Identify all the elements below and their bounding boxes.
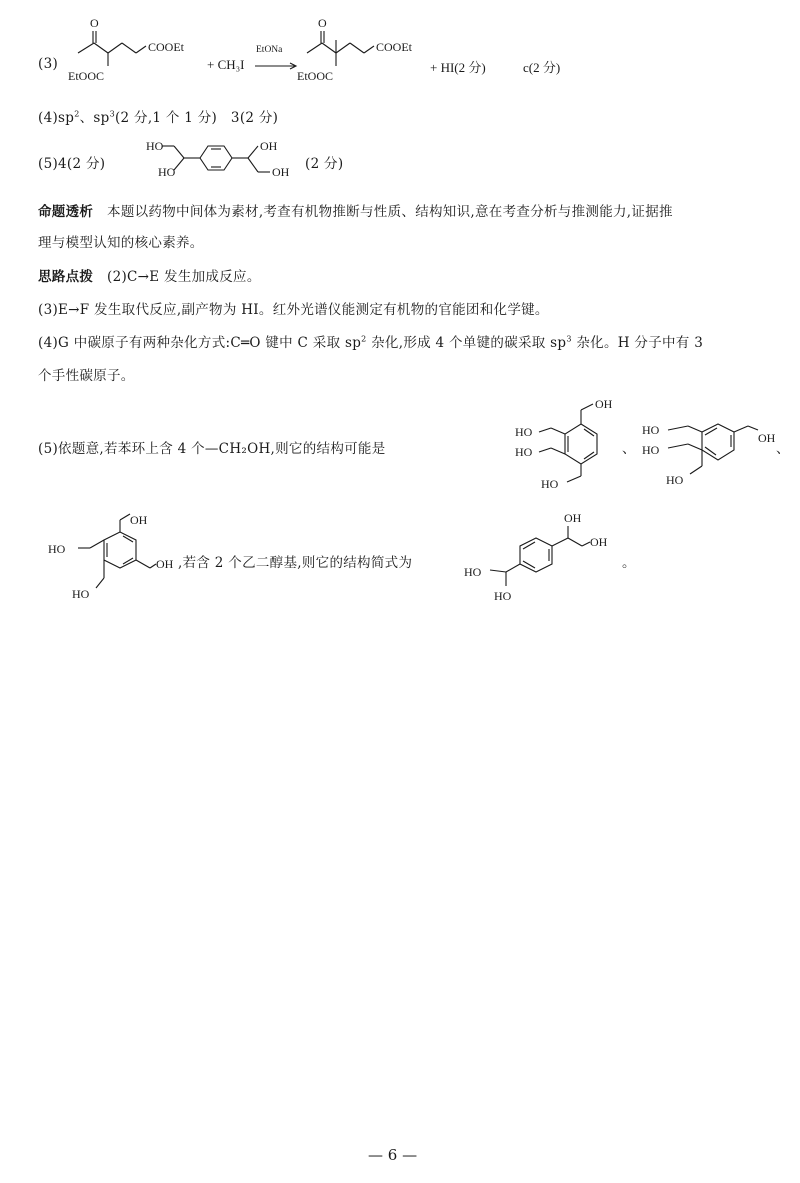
s3-ho-b: HO [48,542,66,556]
reaction-arrow [253,42,299,72]
hints-p4-a: (4)G 中碳原子有两种杂化方式:C═O 键中 C 采取 sp [38,335,362,351]
s2-ho-d: HO [666,473,684,487]
product-structure [297,10,443,90]
q3-label: (3) [38,56,59,72]
bis-ethanediol-structure [460,506,620,606]
hints-heading: 思路点拨 [38,269,94,285]
q4-sup-b: 3 [109,109,115,119]
s1-ho-b: HO [515,425,533,439]
q4-text-a: sp [58,110,75,126]
s3-oh-a: OH [130,513,148,527]
hints-p4-b: 杂化,形成 4 个单键的碳采取 sp [371,335,567,351]
q4-text-b: 、sp [79,110,110,126]
hints-p4-c: 杂化。H 分子中有 3 [576,335,704,351]
tetra-ch2oh-structure-1 [515,396,625,496]
q5-oh-2: HO [158,165,176,179]
plus-ch3i: + CH₃I [207,57,245,72]
reactant-structure [60,10,200,90]
q5-oh-3: OH [260,139,278,153]
analysis-line-1 [38,200,673,220]
q5-oh-4: OH [272,165,290,179]
hints-p4-sup-1: 2 [361,334,367,344]
hints-p4-line-1 [38,331,703,351]
hints-p5-line-1: (5)依题意,若苯环上含 4 个—CH₂OH,则它的结构可能是 [38,441,386,457]
q5-structure [140,136,320,186]
reactant-ester-right: COOEt [148,40,184,54]
s3-ho-d: HO [72,587,90,601]
q5-label: (5)4(2 分) [38,156,106,172]
hints-p3: (3)E→F 发生取代反应,副产物为 HI。红外光谱仪能测定有机物的官能团和化学键。 [38,302,549,318]
byproduct-hi: + HI(2 分) [430,60,486,75]
q5-score: (2 分) [305,156,344,172]
q3-extra: c(2 分) [523,60,561,75]
s4-oh-a: OH [564,511,582,525]
hints-p5-sep-2: 、 [776,441,790,457]
s1-ho-c: HO [515,445,533,459]
s4-oh-b: OH [590,535,608,549]
tetra-ch2oh-structure-3 [44,508,179,604]
reactant-ester-bottom: EtOOC [68,69,104,83]
hints-p4-sup-2: 3 [566,334,572,344]
hints-p2: (2)C→E 发生加成反应。 [107,269,261,285]
analysis-heading: 命题透析 [38,204,94,220]
hints-p4-line-2: 个手性碳原子。 [38,368,135,384]
s2-ho-b: HO [642,423,660,437]
hints-p5-line-2: ,若含 2 个乙二醇基,则它的结构简式为 [178,555,413,571]
s2-ho-c: HO [642,443,660,457]
hints-p5-sep-1: 、 [622,441,636,457]
hints-p5-end: 。 [622,555,636,571]
q4-text-c: (2 分,1 个 1 分) 3(2 分) [114,110,279,126]
q4-answer [38,106,278,126]
reactant-ketone-o: O [90,16,99,30]
analysis-text-1: 本题以药物中间体为素材,考查有机物推断与性质、结构知识,意在考查分析与推测能力,证据推 [107,204,673,220]
arrow-condition: EtONa [256,45,283,55]
q4-sup-a: 2 [74,109,80,119]
analysis-line-2: 理与模型认知的核心素养。 [38,235,204,251]
tetra-ch2oh-structure-2 [640,404,775,496]
hints-line-2 [38,265,261,285]
product-ester-right: COOEt [376,40,412,54]
product-ketone-o: O [318,16,327,30]
s1-ho-d: HO [541,477,559,491]
s2-oh-a: OH [758,431,776,445]
product-ester-bottom: EtOOC [297,69,333,83]
s1-oh-a: OH [595,397,613,411]
q4-label: (4) [38,110,59,126]
s4-ho-d: HO [494,589,512,603]
s4-ho-c: HO [464,565,482,579]
q5-oh-1: HO [146,139,164,153]
s3-oh-c: OH [156,557,174,571]
page-number: — 6 — [368,1146,418,1164]
